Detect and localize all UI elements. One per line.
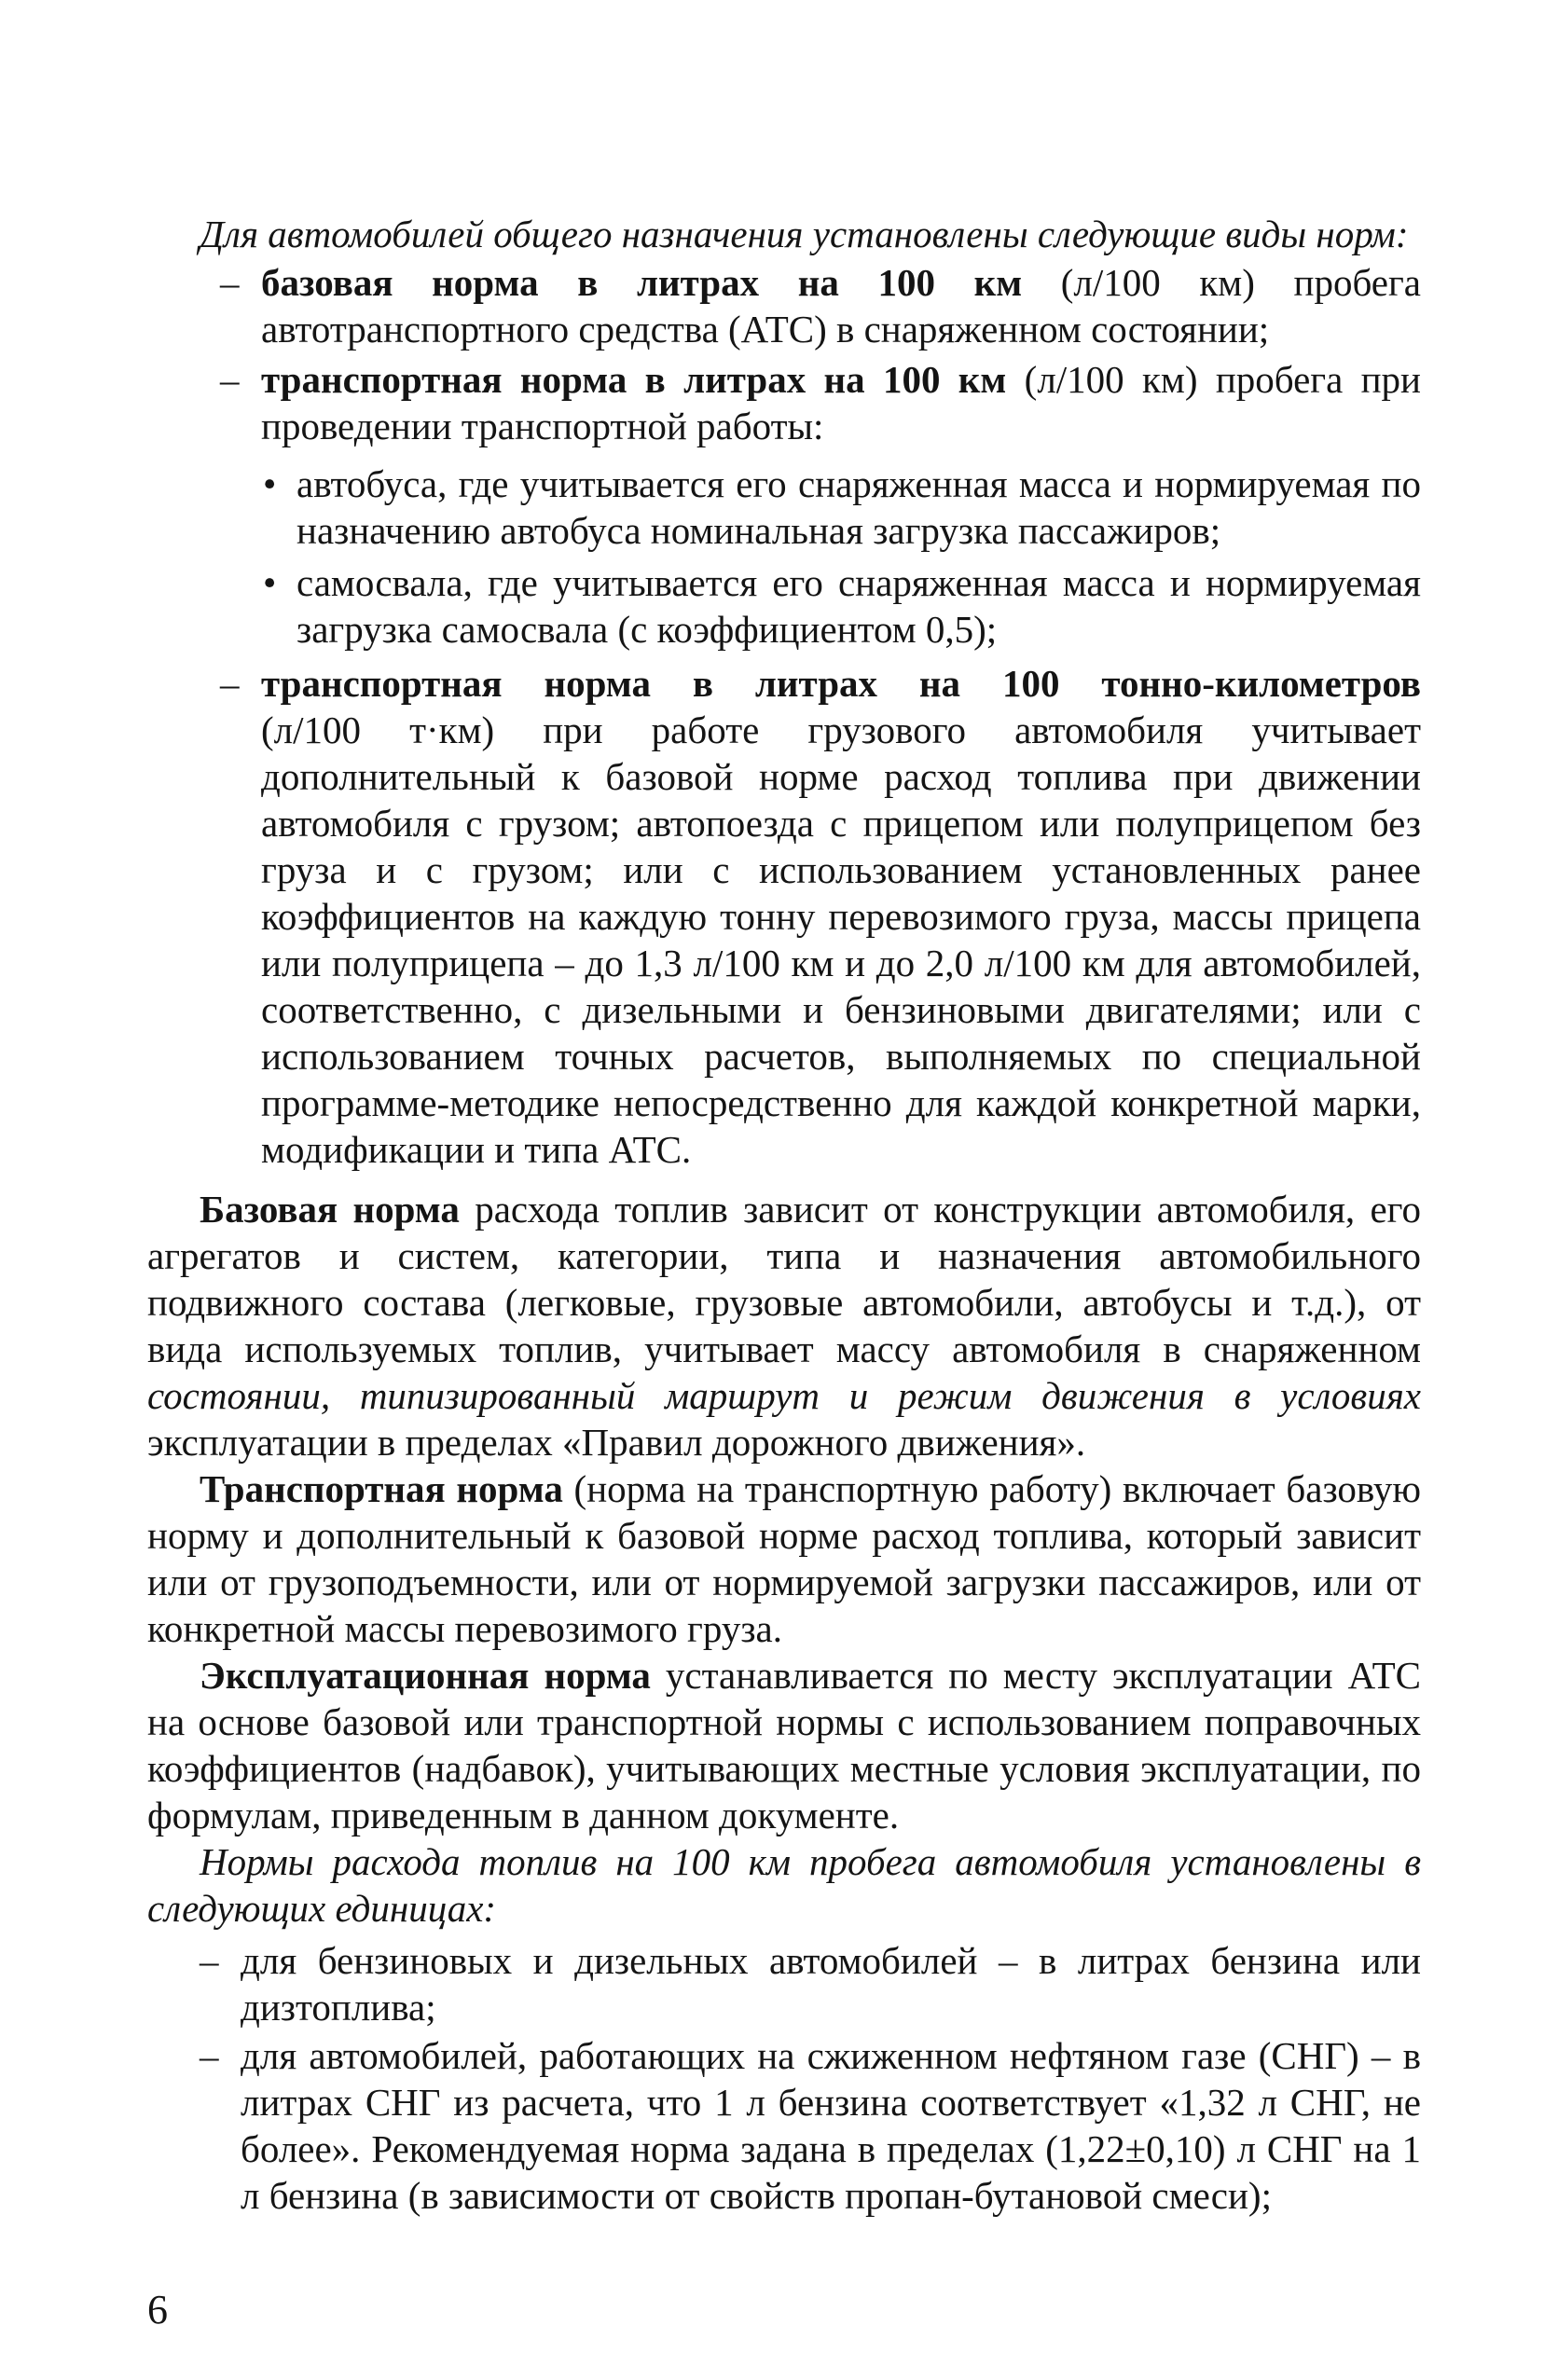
- bullet-marker: •: [263, 561, 277, 604]
- term-tonne-km-norm: [261, 660, 1421, 707]
- term-operational-norm: Эксплуатационная норма: [200, 1654, 651, 1697]
- item-text: (л/100 т·км) при работе грузового автомобиля учитывает дополнительный к базовой норме расход топлива при движении автомобиля с грузом; автопоезда с прицепом или полуприцепом без груза и с грузом; или с использованием установленных ранее коэффициентов на каждую тонну перевозимого груза, массы прицепа или полуприцепа – до 1,3 л/100 км и до 2,0 л/100 км для автомобилей, соответственно, с дизельными и бензиновыми двигателями; или с использованием точных расчетов, выполняемых по специальной программе-методике непосредственно для каждой конкретной марки, модификации и типа АТС.: [261, 708, 1421, 1171]
- dash-marker: –: [200, 2034, 219, 2077]
- bullet-item-bus: [263, 461, 1421, 554]
- term-word: на: [918, 662, 961, 705]
- paragraph-italic: состоянии, типизированный маршрут и режим движения в условиях: [147, 1374, 1421, 1417]
- term-word: норма: [544, 662, 651, 705]
- list-item-lpg: [200, 2032, 1421, 2219]
- paragraph-text: эксплуатации в пределах «Правил дорожного движения».: [147, 1421, 1086, 1464]
- term-word: литрах: [754, 662, 877, 705]
- dash-marker: –: [220, 358, 240, 401]
- item-text: (л/100 км) пробега при проведении транспортной работы:: [261, 358, 1421, 447]
- term-transport-norm: Транспортная норма: [200, 1467, 563, 1510]
- intro-line: Для автомобилей общего назначения установлены следующие виды норм:: [200, 213, 1409, 255]
- paragraph-text: (норма на транспортную работу) включает базовую норму и дополнительный к базовой норме расход топлива, который зависит или от грузоподъемности, или от нормируемой загрузки пассажиров, или от конкретной массы перевозимого груза.: [147, 1467, 1421, 1650]
- dash-marker: –: [220, 662, 240, 705]
- paragraph-text: расхода топлив зависит от конструкции автомобиля, его агрегатов и систем, категории, типа и назначения автомобильного подвижного состава (легковые, грузовые автомобили, автобусы и т.д.), от вида используемых топлив, учитывает массу автомобиля в снаряженном: [147, 1188, 1421, 1370]
- bullet-text: автобуса, где учитывается его снаряженная масса и нормируемая по назначению автобуса номинальная загрузка пассажиров;: [296, 462, 1421, 552]
- bullet-marker: •: [263, 462, 277, 505]
- term-word: транспортная: [261, 662, 503, 705]
- page-number: 6: [147, 2287, 168, 2332]
- term-transport-norm: транспортная норма в литрах на 100 км: [261, 358, 1007, 401]
- paragraph-units-intro: Нормы расхода топлив на 100 км пробега автомобиля установлены в следующих единицах:: [147, 1840, 1421, 1930]
- dash-marker: –: [200, 1939, 219, 1982]
- term-word: в: [692, 662, 714, 705]
- item-text: (л/100 км) пробега автотранспортного средства (АТС) в снаряженном состоянии;: [261, 261, 1421, 351]
- list-item-tonne-km-norm: [220, 660, 1421, 1173]
- paragraph-text: устанавливается по месту эксплуатации АТС на основе базовой или транспортной нормы с использованием поправочных коэффициентов (надбавок), учитывающих местные условия эксплуатации, по формулам, приведенным в данном документе.: [147, 1654, 1421, 1837]
- term-base-norm: Базовая норма: [200, 1188, 460, 1231]
- item-text: для автомобилей, работающих на сжиженном нефтяном газе (СНГ) – в литрах СНГ из расчета, что 1 л бензина соответствует «1,32 л СНГ, не более». Рекомендуемая норма задана в пределах (1,22±0,10) л СНГ на 1 л бензина (в зависимости от свойств пропан-бутановой смеси);: [241, 2034, 1421, 2217]
- paragraph-transport-norm: [147, 1465, 1421, 1652]
- list-item-base-norm: [220, 259, 1421, 352]
- paragraph-operational-norm: [147, 1652, 1421, 1838]
- bullet-text: самосвала, где учитывается его снаряженная масса и нормируемая загрузка самосвала (с коэффициентом 0,5);: [296, 561, 1421, 651]
- item-text: для бензиновых и дизельных автомобилей – в литрах бензина или дизтоплива;: [241, 1939, 1421, 2029]
- list-item-transport-norm: [220, 356, 1421, 449]
- term-word: тонно-километров: [1101, 662, 1421, 705]
- term-word: 100: [1001, 662, 1060, 705]
- term-base-norm: базовая норма в литрах на 100 км: [261, 261, 1023, 304]
- paragraph-base-norm: [147, 1186, 1421, 1465]
- bullet-item-dumptruck: [263, 559, 1421, 653]
- list-item-petrol-diesel: [200, 1937, 1421, 2030]
- dash-marker: –: [220, 261, 240, 304]
